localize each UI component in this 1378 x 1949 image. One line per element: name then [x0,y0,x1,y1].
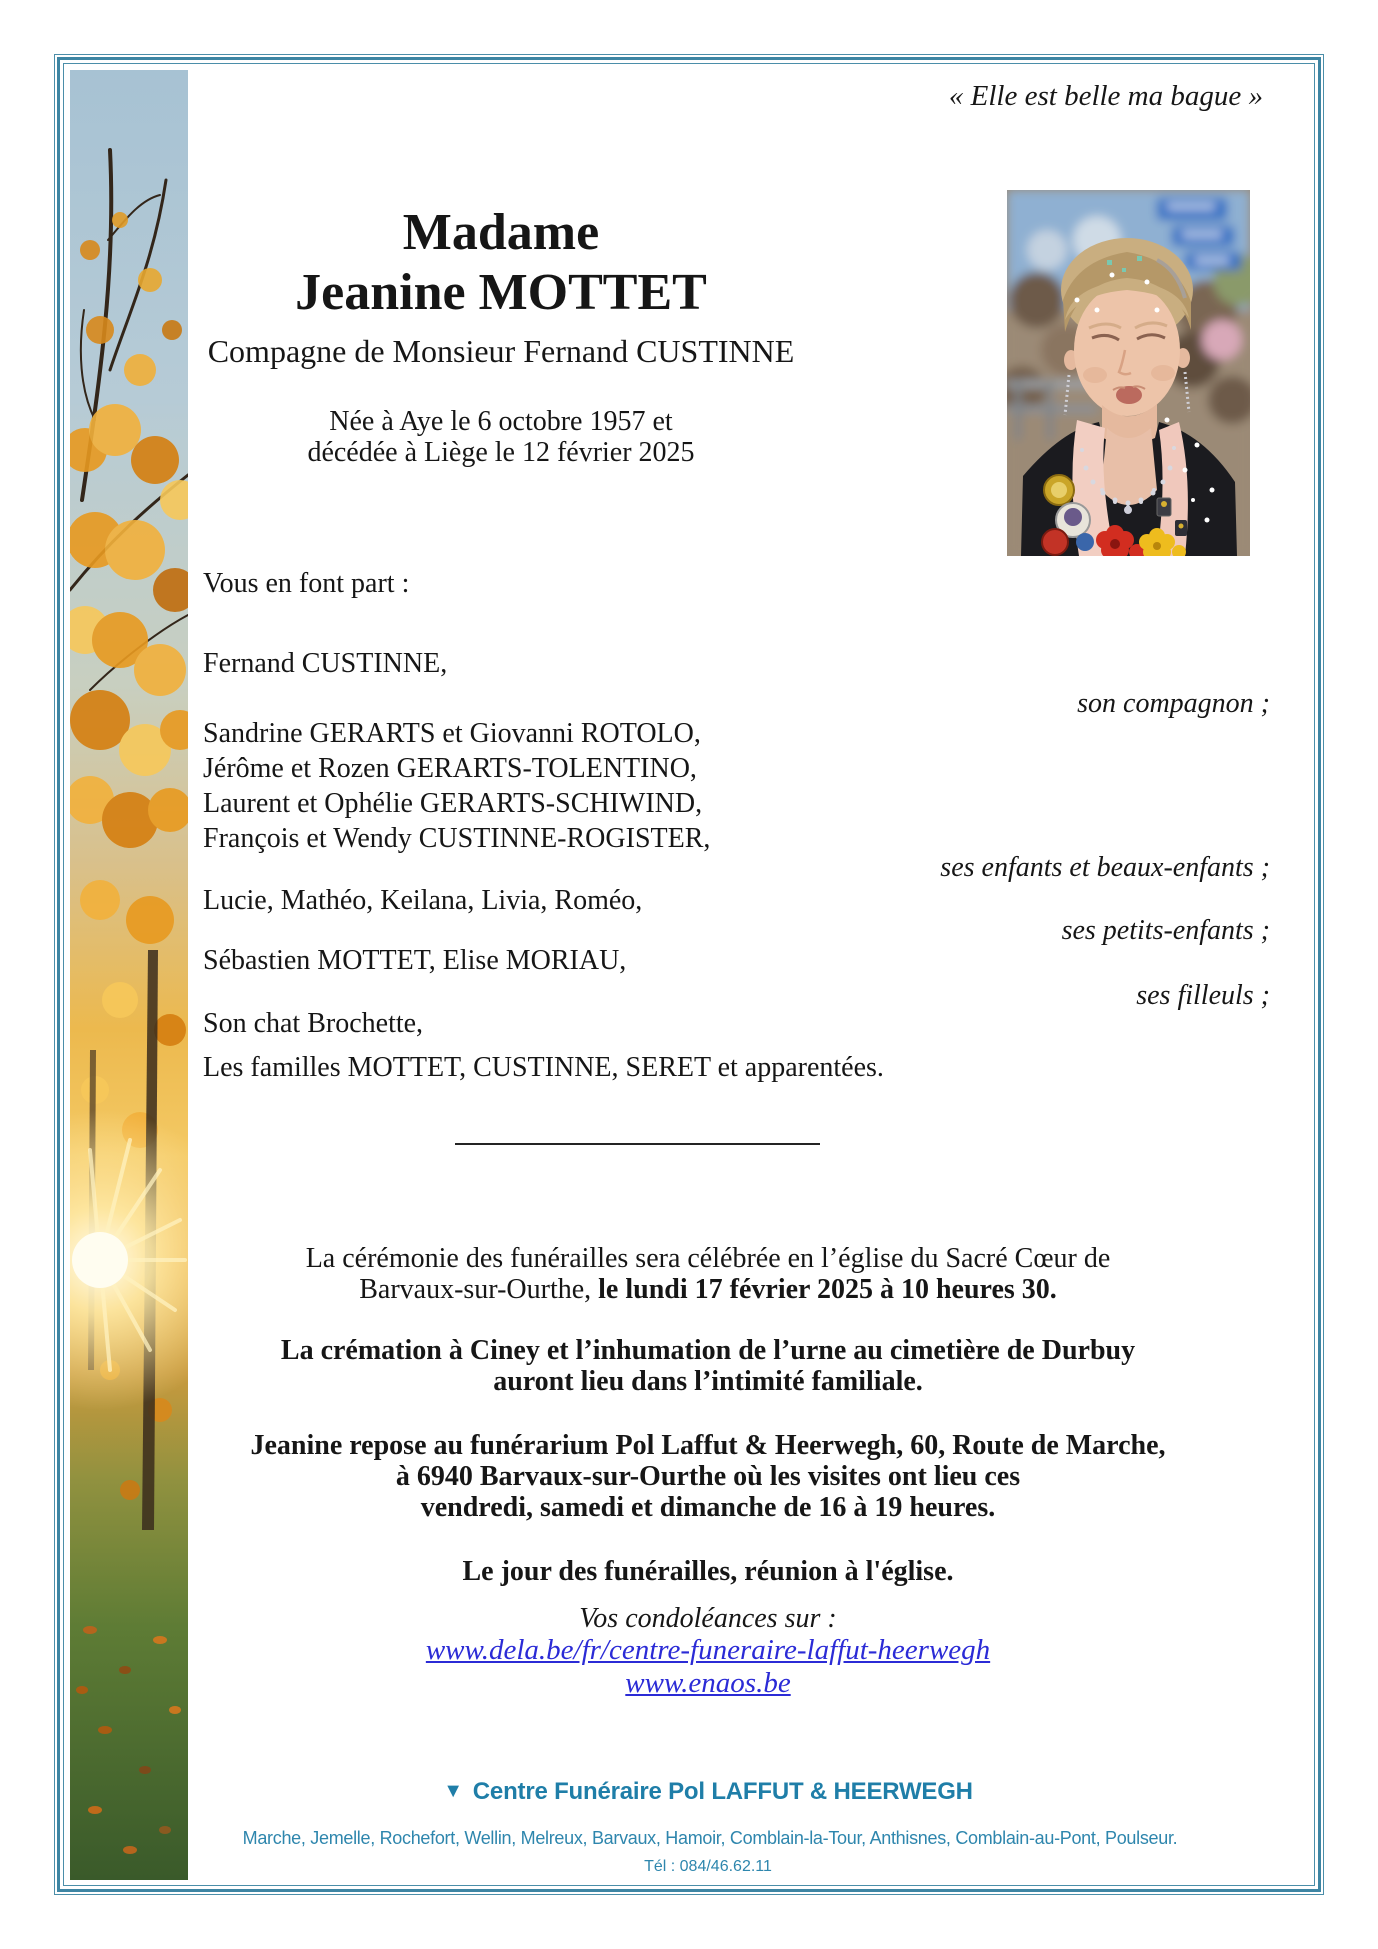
announcement-intro: Vous en font part : [203,568,410,599]
funeral-home-name: Centre Funéraire Pol LAFFUT & HEERWEGH [472,1778,973,1805]
memorial-quote: « Elle est belle ma bague » [948,80,1263,112]
child-name-line: Laurent et Ophélie GERARTS-SCHIWIND, [203,788,703,819]
condolences-label: Vos condoléances sur : [579,1603,837,1634]
grandchildren-names: Lucie, Mathéo, Keilana, Livia, Roméo, [203,885,643,916]
reunion-line: Le jour des funérailles, réunion à l'église. [462,1556,954,1587]
death-line: décédée à Liège le 12 février 2025 [307,437,695,468]
autumn-photo-strip [70,70,188,1880]
child-name-line: Jérôme et Rozen GERARTS-TOLENTINO, [203,753,697,784]
deceased-name: Jeanine MOTTET [295,264,707,321]
ceremony-place: Barvaux-sur-Ourthe, [359,1274,599,1305]
child-name-line: Sandrine GERARTS et Giovanni ROTOLO, [203,718,701,749]
autumn-scene-image [70,70,188,1880]
condolences-link-enaos[interactable]: www.enaos.be [625,1667,791,1699]
repose-line-3: vendredi, samedi et dimanche de 16 à 19 heures. [420,1492,996,1523]
funeral-home-locations: Marche, Jemelle, Rochefort, Wellin, Melreux, Barvaux, Hamoir, Comblain-la-Tour, Anthisnes, Comblain-au-Pont, Poulseur. [242,1828,1178,1848]
title-block [186,203,816,468]
companion-relation: son compagnon ; [1077,688,1270,719]
godchildren-relation: ses filleuls ; [1136,980,1270,1011]
repose-line-1: Jeanine repose au funérarium Pol Laffut & Heerwegh, 60, Route de Marche, [250,1430,1166,1461]
condolences-link-row [186,1667,1230,1700]
triangle-down-icon: ▼ [443,1780,463,1802]
children-relation: ses enfants et beaux-enfants ; [940,852,1270,883]
funeral-home-title [186,1778,1230,1806]
birth-line: Née à Aye le 6 octobre 1957 et [329,406,673,437]
cremation-line-2: auront lieu dans l’intimité familiale. [493,1366,923,1397]
title-prefix: Madame [402,204,600,261]
families-line: Les familles MOTTET, CUSTINNE, SERET et apparentées. [203,1052,884,1083]
ceremony-datetime: le lundi 17 février 2025 à 10 heures 30. [598,1274,1057,1305]
grandchildren-relation: ses petits-enfants ; [1061,915,1270,946]
repose-line-2: à 6940 Barvaux-sur-Ourthe où les visites ont lieu ces [395,1461,1021,1492]
cremation-line-1: La crémation à Ciney et l’inhumation de l’urne au cimetière de Durbuy [280,1335,1136,1366]
ceremony-line-2 [186,1274,1230,1306]
deceased-portrait-image [1007,190,1250,556]
section-divider [455,1143,820,1145]
portrait-photo [1007,190,1250,556]
cat-line: Son chat Brochette, [203,1008,424,1039]
child-name-line: François et Wendy CUSTINNE-ROGISTER, [203,823,711,854]
life-dates [186,406,816,468]
condolences-link-dela[interactable]: www.dela.be/fr/centre-funeraire-laffut-heerwegh [425,1634,991,1666]
godchildren-names: Sébastien MOTTET, Elise MORIAU, [203,945,627,976]
companion-subtitle: Compagne de Monsieur Fernand CUSTINNE [207,333,795,369]
funeral-home-phone: Tél : 084/46.62.11 [644,1858,772,1875]
companion-name: Fernand CUSTINNE, [203,648,448,679]
ceremony-line-1: La cérémonie des funérailles sera célébrée en l’église du Sacré Cœur de [305,1243,1111,1274]
condolences-link-row [186,1634,1230,1667]
